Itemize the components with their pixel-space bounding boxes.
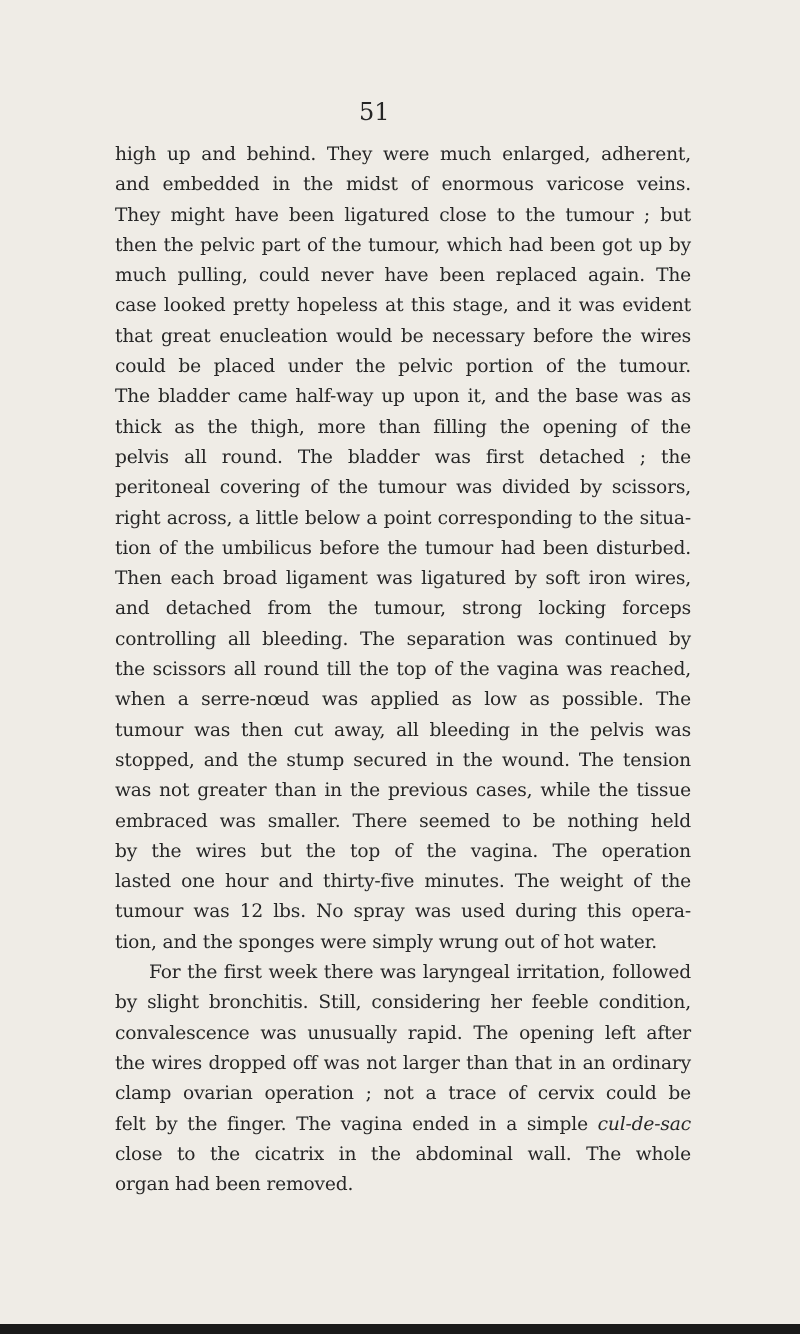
text-line: Then each broad ligament was ligatured by soft iron wires, bbox=[115, 568, 691, 590]
text-line-with-italic bbox=[115, 1110, 691, 1140]
text-line: the wires dropped off was not larger than that in an ordinary bbox=[115, 1052, 691, 1074]
text-line: stopped, and the stump secured in the wound. The tension bbox=[115, 749, 691, 771]
text-line: the scissors all round till the top of the vagina was reached, bbox=[115, 659, 691, 681]
text-line: convalescence was unusually rapid. The opening left after bbox=[115, 1022, 691, 1044]
body-text bbox=[115, 140, 691, 1200]
text-line: pelvis all round. The bladder was first detached ; the bbox=[115, 446, 691, 468]
text-line: tumour was then cut away, all bleeding in the pelvis was bbox=[115, 719, 691, 741]
text-line: case looked pretty hopeless at this stage, and it was evident bbox=[115, 295, 691, 317]
italic-phrase: cul-de-sac bbox=[597, 1113, 691, 1135]
text-line: lasted one hour and thirty-five minutes. The weight of the bbox=[115, 871, 691, 893]
text-line: tion of the umbilicus before the tumour had been disturbed. bbox=[115, 537, 691, 559]
text-line: thick as the thigh, more than filling the opening of the bbox=[115, 416, 691, 438]
text-line: clamp ovarian operation ; not a trace of cervix could be bbox=[115, 1083, 691, 1105]
text-line: They might have been ligatured close to the tumour ; but bbox=[115, 204, 691, 226]
text-line: embraced was smaller. There seemed to be nothing held bbox=[115, 810, 691, 832]
text-line: by slight bronchitis. Still, considering her feeble condition, bbox=[115, 992, 691, 1014]
text-line: high up and behind. They were much enlarged, adherent, bbox=[115, 144, 691, 165]
bottom-edge bbox=[0, 1324, 800, 1334]
text-line: right across, a little below a point corresponding to the situa- bbox=[115, 507, 691, 529]
text-line: peritoneal covering of the tumour was divided by scissors, bbox=[115, 477, 691, 499]
text-line: then the pelvic part of the tumour, which had been got up by bbox=[115, 234, 691, 256]
text-line: was not greater than in the previous cases, while the tissue bbox=[115, 780, 691, 802]
page-number: 51 bbox=[359, 98, 390, 126]
text-line: that great enucleation would be necessary before the wires bbox=[115, 325, 691, 347]
text-line: close to the cicatrix in the abdominal wall. The whole bbox=[115, 1143, 691, 1165]
text-line: much pulling, could never have been replaced again. The bbox=[115, 265, 691, 287]
text-line: by the wires but the top of the vagina. The operation bbox=[115, 840, 691, 862]
text-line-prefix: felt by the finger. The vagina ended in a simple bbox=[115, 1113, 598, 1135]
text-line: when a serre-nœud was applied as low as possible. The bbox=[115, 689, 691, 711]
text-line: controlling all bleeding. The separation was continued by bbox=[115, 628, 691, 650]
text-line: and embedded in the midst of enormous varicose veins. bbox=[115, 174, 691, 196]
text-line: and detached from the tumour, strong locking forceps bbox=[115, 598, 691, 620]
text-line: tion, and the sponges were simply wrung out of hot water. bbox=[115, 931, 658, 953]
text-line: The bladder came half-way up upon it, and the base was as bbox=[115, 386, 691, 408]
text-line: tumour was 12 lbs. No spray was used during this opera- bbox=[115, 901, 691, 923]
text-line: organ had been removed. bbox=[115, 1174, 354, 1196]
text-line: could be placed under the pelvic portion of the tumour. bbox=[115, 356, 691, 378]
text-line: For the first week there was laryngeal irritation, followed bbox=[149, 962, 691, 984]
